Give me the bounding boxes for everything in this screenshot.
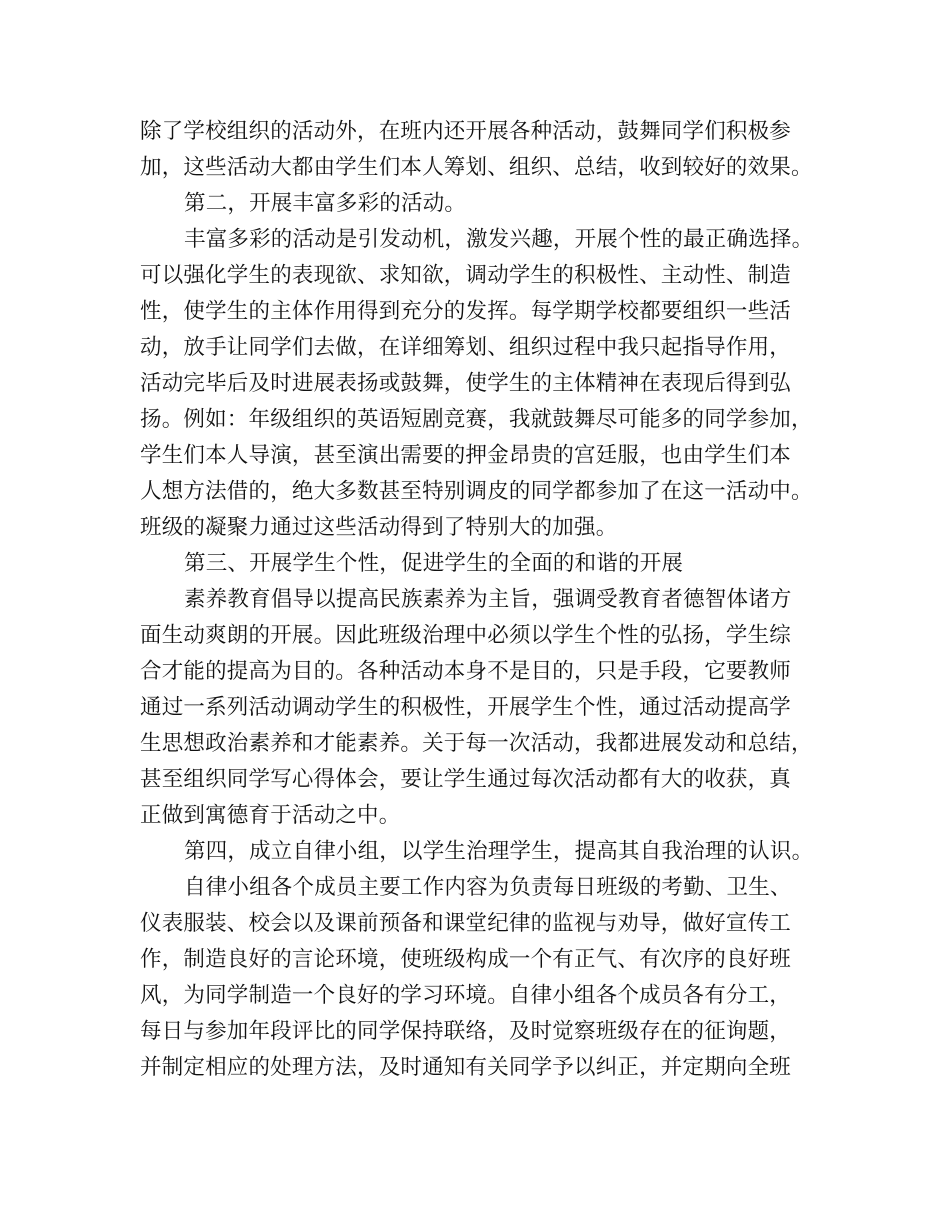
text-line: 仪表服装、校会以及课前预备和课堂纪律的监视与劝导，做好宣传工 [140, 911, 792, 936]
text-line: 除了学校组织的活动外，在班内还开展各种活动，鼓舞同学们积极参 [140, 119, 792, 144]
text-line: 丰富多彩的活动是引发动机，激发兴趣，开展个性的最正确选择。 [184, 227, 814, 252]
text-line: 作，制造良好的言论环境，使班级构成一个有正气、有次序的良好班 [140, 947, 792, 972]
text-line: 学生们本人导演，甚至演出需要的押金昂贵的宫廷服，也由学生们本 [140, 443, 792, 468]
text-line: 扬。例如：年级组织的英语短剧竞赛，我就鼓舞尽可能多的同学参加， [140, 407, 813, 432]
text-line: 自律小组各个成员主要工作内容为负责每日班级的考勤、卫生、 [184, 875, 792, 900]
text-line: 风，为同学制造一个良好的学习环境。自律小组各个成员各有分工， [140, 983, 792, 1008]
text-line: 可以强化学生的表现欲、求知欲，调动学生的积极性、主动性、制造 [140, 263, 792, 288]
text-line: 甚至组织同学写心得体会，要让学生通过每次活动都有大的收获，真 [140, 767, 792, 792]
text-line: 合才能的提高为目的。各种活动本身不是目的，只是手段，它要教师 [140, 659, 792, 684]
text-line: 性，使学生的主体作用得到充分的发挥。每学期学校都要组织一些活 [140, 299, 792, 324]
section-heading: 第四，成立自律小组，以学生治理学生，提高其自我治理的认识。 [184, 839, 814, 864]
text-line: 班级的凝聚力通过这些活动得到了特别大的加强。 [140, 515, 618, 540]
text-line: 正做到寓德育于活动之中。 [140, 803, 401, 828]
text-line: 通过一系列活动调动学生的积极性，开展学生个性，通过活动提高学 [140, 695, 792, 720]
text-line: 人想方法借的，绝大多数甚至特别调皮的同学都参加了在这一活动中。 [140, 479, 813, 504]
text-line: 活动完毕后及时进展表扬或鼓舞，使学生的主体精神在表现后得到弘 [140, 371, 792, 396]
section-heading: 第三、开展学生个性，促进学生的全面的和谐的开展 [184, 551, 684, 576]
text-line: 面生动爽朗的开展。因此班级治理中必须以学生个性的弘扬，学生综 [140, 623, 792, 648]
text-line: 每日与参加年段评比的同学保持联络，及时觉察班级存在的征询题， [140, 1019, 792, 1044]
text-line: 加，这些活动大都由学生们本人筹划、组织、总结，收到较好的效果。 [140, 155, 813, 180]
text-line: 并制定相应的处理方法，及时通知有关同学予以纠正，并定期向全班 [140, 1055, 792, 1080]
text-line: 素养教育倡导以提高民族素养为主旨，强调受教育者德智体诸方 [184, 587, 792, 612]
section-heading: 第二，开展丰富多彩的活动。 [184, 191, 467, 216]
text-line: 动，放手让同学们去做，在详细筹划、组织过程中我只起指导作用， [140, 335, 792, 360]
text-line: 生思想政治素养和才能素养。关于每一次活动，我都进展发动和总结， [140, 731, 813, 756]
